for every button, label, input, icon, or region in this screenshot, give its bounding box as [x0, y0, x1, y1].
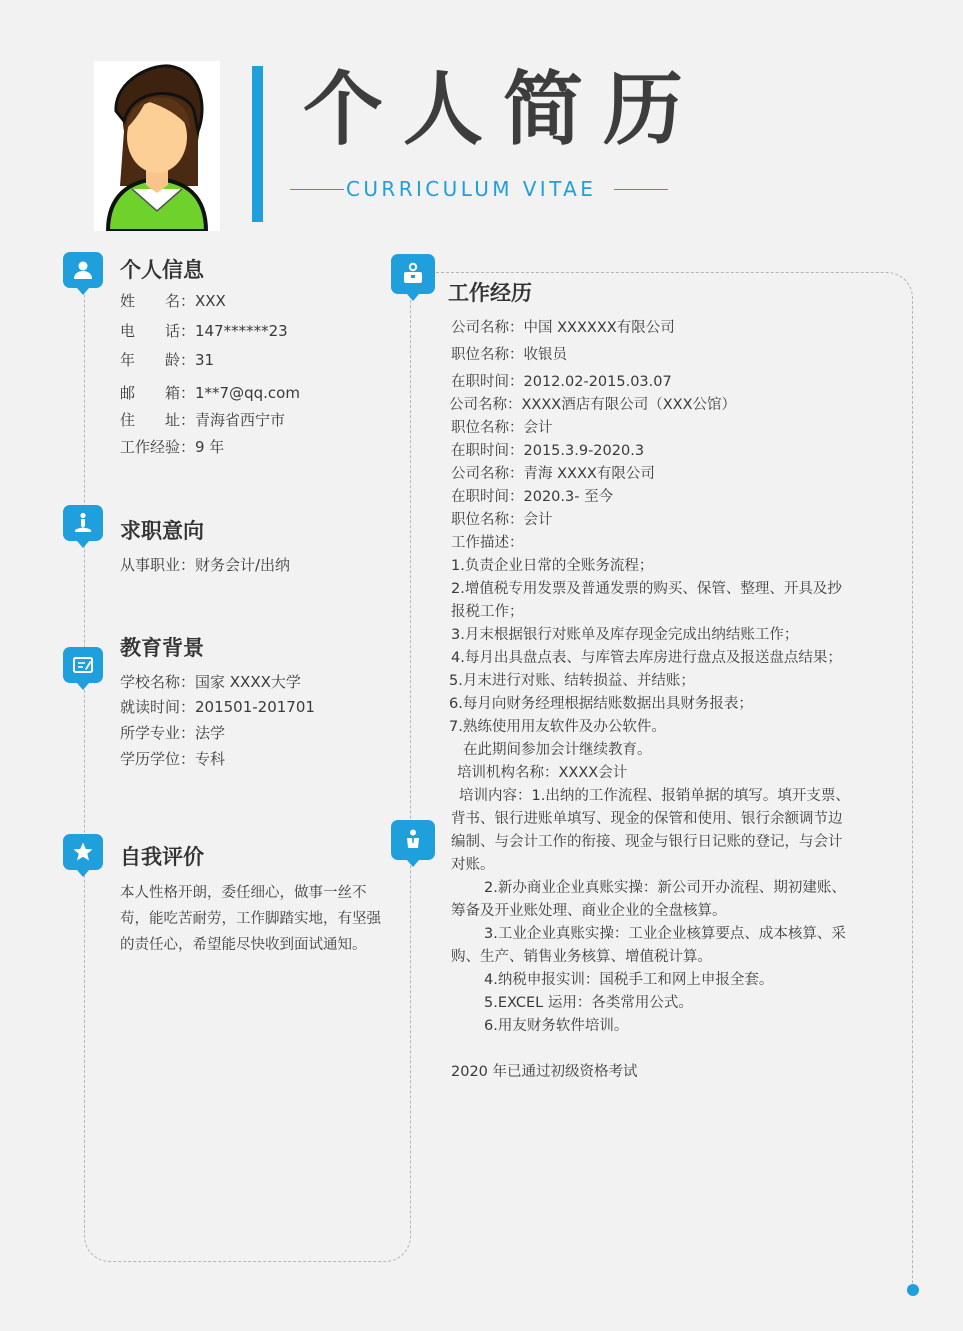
education-major: 所学专业：法学 — [120, 724, 226, 742]
self-eval-text — [120, 880, 400, 958]
work-line: 7.熟练使用用友软件及办公软件。 — [449, 719, 666, 735]
work-line: 3.月末根据银行对账单及库存现金完成出纳结账工作； — [451, 627, 799, 643]
work-line: 公司名称：XXXX酒店有限公司（XXX公馆） — [449, 397, 737, 413]
work-line: 编制、与会计工作的衔接、现金与银行日记账的登记，与会计 — [451, 834, 843, 850]
star-icon — [63, 834, 103, 870]
work-line: 在职时间：2012.02-2015.03.07 — [451, 374, 672, 390]
work-line: 报税工作； — [451, 604, 524, 620]
work-line: 1.负责企业日常的全账务流程； — [451, 558, 654, 574]
title-accent-bar — [252, 66, 263, 222]
personal-experience: 工作经验：9 年 — [120, 438, 225, 456]
work-line: 4.纳税申报实训：国税手工和网上申报全套。 — [484, 972, 774, 988]
objective-job: 从事职业：财务会计/出纳 — [120, 556, 291, 574]
work-line: 3.工业企业真账实操：工业企业核算要点、成本核算、采 — [484, 926, 846, 942]
person-icon — [391, 820, 435, 860]
work-line: 2.新办商业企业真账实操：新公司开办流程、期初建账、 — [484, 880, 846, 896]
work-heading: 工作经历 — [448, 281, 532, 305]
personal-address: 住 址：青海省西宁市 — [120, 411, 286, 429]
subtitle-rule-left — [290, 189, 344, 190]
timeline-end-dot — [907, 1284, 919, 1296]
work-line: 购、生产、销售业务核算、增值税计算。 — [451, 949, 712, 965]
page-subtitle: CURRICULUM VITAE — [346, 177, 597, 201]
work-line: 公司名称：青海 XXXX有限公司 — [451, 466, 655, 482]
education-school: 学校名称：国家 XXXX大学 — [120, 673, 301, 691]
education-heading: 教育背景 — [120, 636, 204, 660]
self-eval-line: 本人性格开朗，委任细心，做事一丝不 — [120, 885, 367, 901]
work-line: 背书、银行进账单填写、现金的保管和使用、银行余额调节边 — [451, 811, 843, 827]
work-line: 筹备及开业账处理、商业企业的全盘核算。 — [451, 903, 727, 919]
work-line: 5.月末进行对账、结转损益、并结账； — [449, 673, 695, 689]
work-line: 职位名称：会计 — [451, 512, 553, 528]
work-line: 公司名称：中国 XXXXXX有限公司 — [451, 320, 675, 336]
work-line: 2.增值税专用发票及普通发票的购买、保管、整理、开具及抄 — [451, 581, 842, 597]
work-line: 在职时间：2015.3.9-2020.3 — [451, 443, 645, 459]
self-eval-line: 的责任心，希望能尽快收到面试通知。 — [120, 937, 367, 953]
personal-age: 年 龄：31 — [120, 351, 215, 369]
page-title: 个人简历 — [303, 63, 703, 156]
work-line: 4.每月出具盘点表、与库管去库房进行盘点及报送盘点结果； — [451, 650, 842, 666]
education-period: 就读时间：201501-201701 — [120, 698, 315, 716]
education-degree: 学历学位：专科 — [120, 750, 226, 768]
objective-heading: 求职意向 — [120, 519, 204, 543]
subtitle-rule-right — [614, 189, 668, 190]
work-line: 6.每月向财务经理根据结账数据出具财务报表； — [449, 696, 753, 712]
personal-email: 邮 箱：1**7@qq.com — [120, 384, 300, 402]
work-line: 职位名称：收银员 — [451, 347, 567, 363]
work-line: 2020 年已通过初级资格考试 — [451, 1064, 638, 1080]
self-eval-heading: 自我评价 — [120, 845, 204, 869]
self-eval-line: 苟，能吃苦耐劳，工作脚踏实地，有坚强 — [120, 911, 381, 927]
personal-name: 姓 名：XXX — [120, 292, 226, 310]
avatar — [94, 61, 220, 231]
work-line: 培训内容：1.出纳的工作流程、报销单据的填写。填开支票、 — [459, 788, 850, 804]
personal-phone: 电 话：147******23 — [120, 322, 288, 340]
briefcase-icon — [391, 254, 435, 294]
work-line: 6.用友财务软件培训。 — [484, 1018, 629, 1034]
certificate-icon — [63, 647, 103, 683]
work-line: 在职时间：2020.3- 至今 — [451, 489, 614, 505]
work-line: 对账。 — [451, 857, 495, 873]
work-line: 培训机构名称：XXXX会计 — [457, 765, 628, 781]
work-line: 职位名称：会计 — [451, 420, 553, 436]
figure-icon — [63, 505, 103, 541]
user-icon — [63, 252, 103, 288]
work-line: 工作描述： — [451, 535, 524, 551]
work-line: 5.EXCEL 运用：各类常用公式。 — [484, 995, 693, 1011]
personal-info-heading: 个人信息 — [120, 258, 204, 282]
work-line: 在此期间参加会计继续教育。 — [463, 742, 652, 758]
